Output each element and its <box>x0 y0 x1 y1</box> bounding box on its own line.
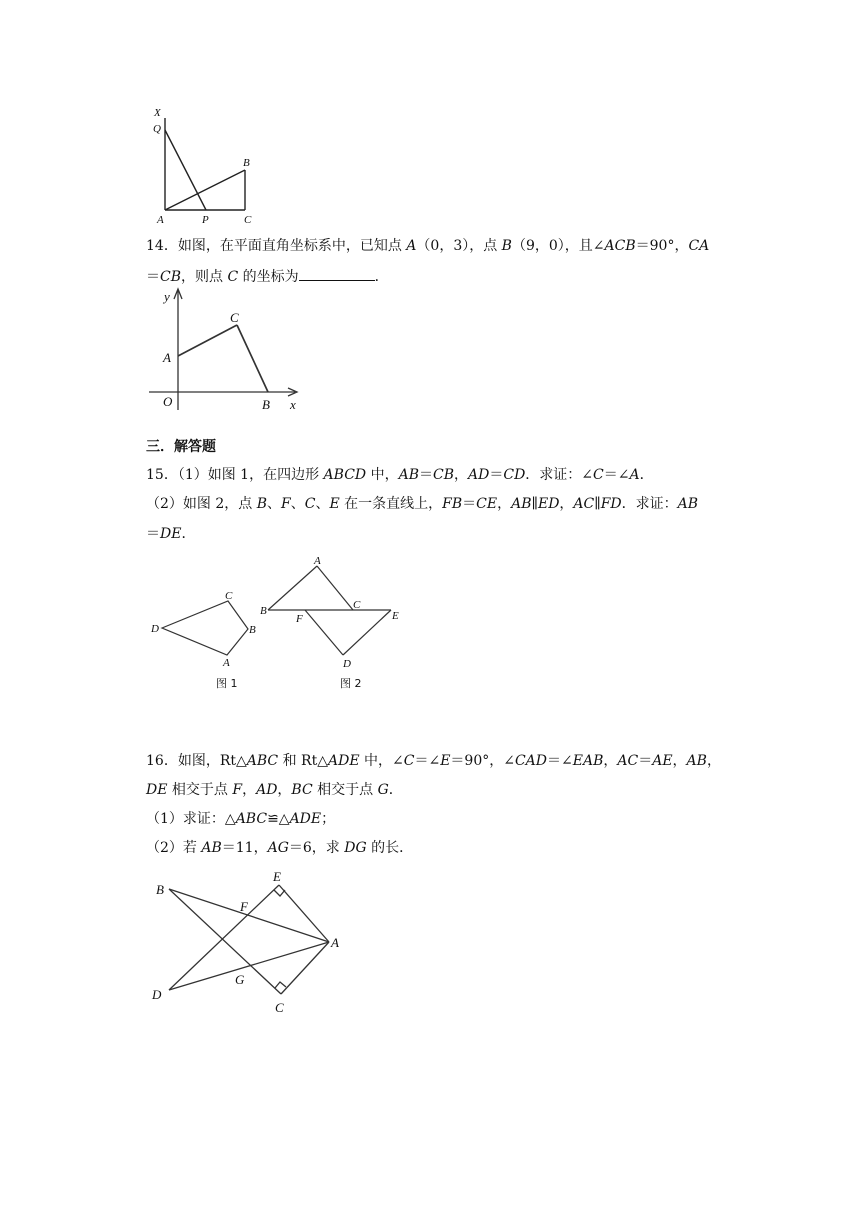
text: ．求证：∠ <box>525 467 594 483</box>
text: CB <box>160 269 181 285</box>
text: AC <box>617 753 639 769</box>
fig2-caption: 图 2 <box>340 677 362 690</box>
text: ABC <box>246 753 279 769</box>
text: CAD <box>514 753 548 769</box>
q16-part1 <box>146 809 335 829</box>
text: 、 <box>290 496 305 512</box>
text: ＝6，求 <box>288 840 345 856</box>
label-b: B <box>156 882 164 897</box>
text: CA <box>688 238 710 254</box>
text: AD <box>468 467 490 483</box>
text: C <box>304 496 316 512</box>
text: 在一条直线上， <box>339 496 443 512</box>
label-b: B <box>243 157 250 169</box>
text: B <box>256 496 268 512</box>
text: ＝∠ <box>547 753 573 769</box>
text: G <box>377 782 389 798</box>
text: AB <box>201 840 222 856</box>
text: F <box>281 496 291 512</box>
q16-line2 <box>146 780 403 800</box>
label-d: D <box>152 987 162 1002</box>
fig2-label-b: B <box>260 605 267 617</box>
text: ADE <box>289 811 322 827</box>
text: ， <box>497 496 512 512</box>
label-g: G <box>235 972 245 987</box>
q14-line1 <box>146 236 709 256</box>
figure-q16 <box>145 862 355 1022</box>
label-a: A <box>163 350 171 365</box>
text: CB <box>433 467 455 483</box>
text: ． <box>388 782 403 798</box>
text: ． <box>181 526 196 542</box>
text: ， <box>559 496 574 512</box>
fig2-label-e: E <box>392 610 399 622</box>
label-e: E <box>273 869 281 884</box>
q15-number: 15． <box>146 467 178 483</box>
text: AG <box>267 840 289 856</box>
q16-part2 <box>146 838 413 858</box>
text: 中， <box>366 467 399 483</box>
fig1-label-c: C <box>225 590 233 602</box>
text: ≌△ <box>267 811 290 827</box>
axis-y-label: y <box>164 289 170 304</box>
text: ． <box>374 269 389 285</box>
text: AB <box>398 467 420 483</box>
text: AE <box>652 753 673 769</box>
label-a: A <box>331 935 339 950</box>
q15-part2 <box>146 494 698 514</box>
text: ＝∠ <box>603 467 630 483</box>
text: ＝ <box>146 269 160 285</box>
text: ， <box>706 753 721 769</box>
label-b: B <box>262 397 270 412</box>
label-o: O <box>163 394 173 409</box>
fig1-label-d: D <box>151 623 159 635</box>
text: ． <box>639 467 654 483</box>
text: （1）如图 1，在四边形 <box>177 467 324 483</box>
text: ＝90°， <box>635 238 689 254</box>
fig1-caption: 图 1 <box>216 677 238 690</box>
fig2-label-a: A <box>314 555 321 567</box>
text: ED <box>537 496 560 512</box>
q16-number: 16． <box>146 753 178 769</box>
q15-part3 <box>146 524 195 544</box>
section-heading: 三．解答题 <box>146 439 216 455</box>
text: ， <box>454 467 469 483</box>
text: ＝ <box>638 753 653 769</box>
text: 相交于点 <box>167 782 233 798</box>
text: 、 <box>315 496 330 512</box>
text: AC <box>573 496 595 512</box>
text: ＝ <box>146 526 160 542</box>
text: C <box>593 467 604 483</box>
figure-q14 <box>145 285 310 415</box>
label-f: F <box>240 899 248 914</box>
text: ．求证： <box>621 496 678 512</box>
text: ，则点 <box>181 269 228 285</box>
text: C <box>227 269 239 285</box>
label-p: P <box>202 214 209 225</box>
text: AB <box>511 496 532 512</box>
text: E <box>440 753 451 769</box>
text: ， <box>603 753 618 769</box>
label-c: C <box>275 1000 284 1015</box>
text: 中，∠ <box>359 753 404 769</box>
text: CD <box>503 467 526 483</box>
q16-line1 <box>146 751 721 771</box>
axis-x-label: x <box>290 397 296 412</box>
answer-blank <box>299 266 375 281</box>
text: E <box>329 496 340 512</box>
text: （9，0），且∠ <box>511 238 605 254</box>
q14-number: 14． <box>146 238 178 254</box>
text: ＝∠ <box>414 753 441 769</box>
text: ； <box>321 811 336 827</box>
text: AB <box>686 753 707 769</box>
text: 如图，在平面直角坐标系中，已知点 <box>177 238 407 254</box>
text: ABC <box>235 811 268 827</box>
label-x: X <box>154 107 161 119</box>
label-a: A <box>157 214 164 225</box>
fig2-label-c: C <box>353 599 361 611</box>
text: DG <box>344 840 367 856</box>
text: 、 <box>267 496 282 512</box>
text: ACB <box>604 238 636 254</box>
text: CE <box>476 496 498 512</box>
fig1-label-a: A <box>223 657 230 669</box>
text: EAB <box>572 753 604 769</box>
text: ＝ <box>462 496 477 512</box>
text: ， <box>672 753 687 769</box>
text: ＝ <box>419 467 434 483</box>
text: ＝11， <box>221 840 268 856</box>
text: 如图，Rt△ <box>177 753 247 769</box>
q15-part1 <box>146 465 654 485</box>
text: DE <box>160 526 182 542</box>
text: 的长． <box>366 840 414 856</box>
figure-q13 <box>140 100 270 225</box>
text: B <box>501 238 512 254</box>
text: FD <box>600 496 622 512</box>
label-q: Q <box>153 123 161 135</box>
text: FB <box>442 496 463 512</box>
text: （2）如图 2，点 <box>146 496 257 512</box>
text: A <box>406 238 417 254</box>
text: （2）若 <box>146 840 202 856</box>
fig2-label-f: F <box>296 613 303 625</box>
text: ＝90°，∠ <box>450 753 515 769</box>
q14-line2 <box>146 266 389 287</box>
text: DE <box>146 782 168 798</box>
text: 的坐标为 <box>238 269 299 285</box>
figure-q15 <box>145 550 410 695</box>
text: （1）求证：△ <box>146 811 236 827</box>
text: BC <box>291 782 313 798</box>
label-c: C <box>230 310 239 325</box>
text: ， <box>277 782 292 798</box>
text: ∥ <box>594 496 601 512</box>
text: ＝ <box>489 467 504 483</box>
text: ABCD <box>323 467 367 483</box>
label-c: C <box>244 214 252 225</box>
text: ， <box>242 782 257 798</box>
text: A <box>629 467 640 483</box>
fig1-label-b: B <box>249 624 256 636</box>
text: AD <box>256 782 278 798</box>
text: F <box>232 782 243 798</box>
text: ∥ <box>531 496 538 512</box>
text: C <box>403 753 415 769</box>
text: ADE <box>327 753 360 769</box>
text: 相交于点 <box>312 782 378 798</box>
fig2-label-d: D <box>343 658 351 670</box>
text: （0，3），点 <box>416 238 502 254</box>
text: 和 Rt△ <box>278 753 328 769</box>
text: AB <box>677 496 699 512</box>
